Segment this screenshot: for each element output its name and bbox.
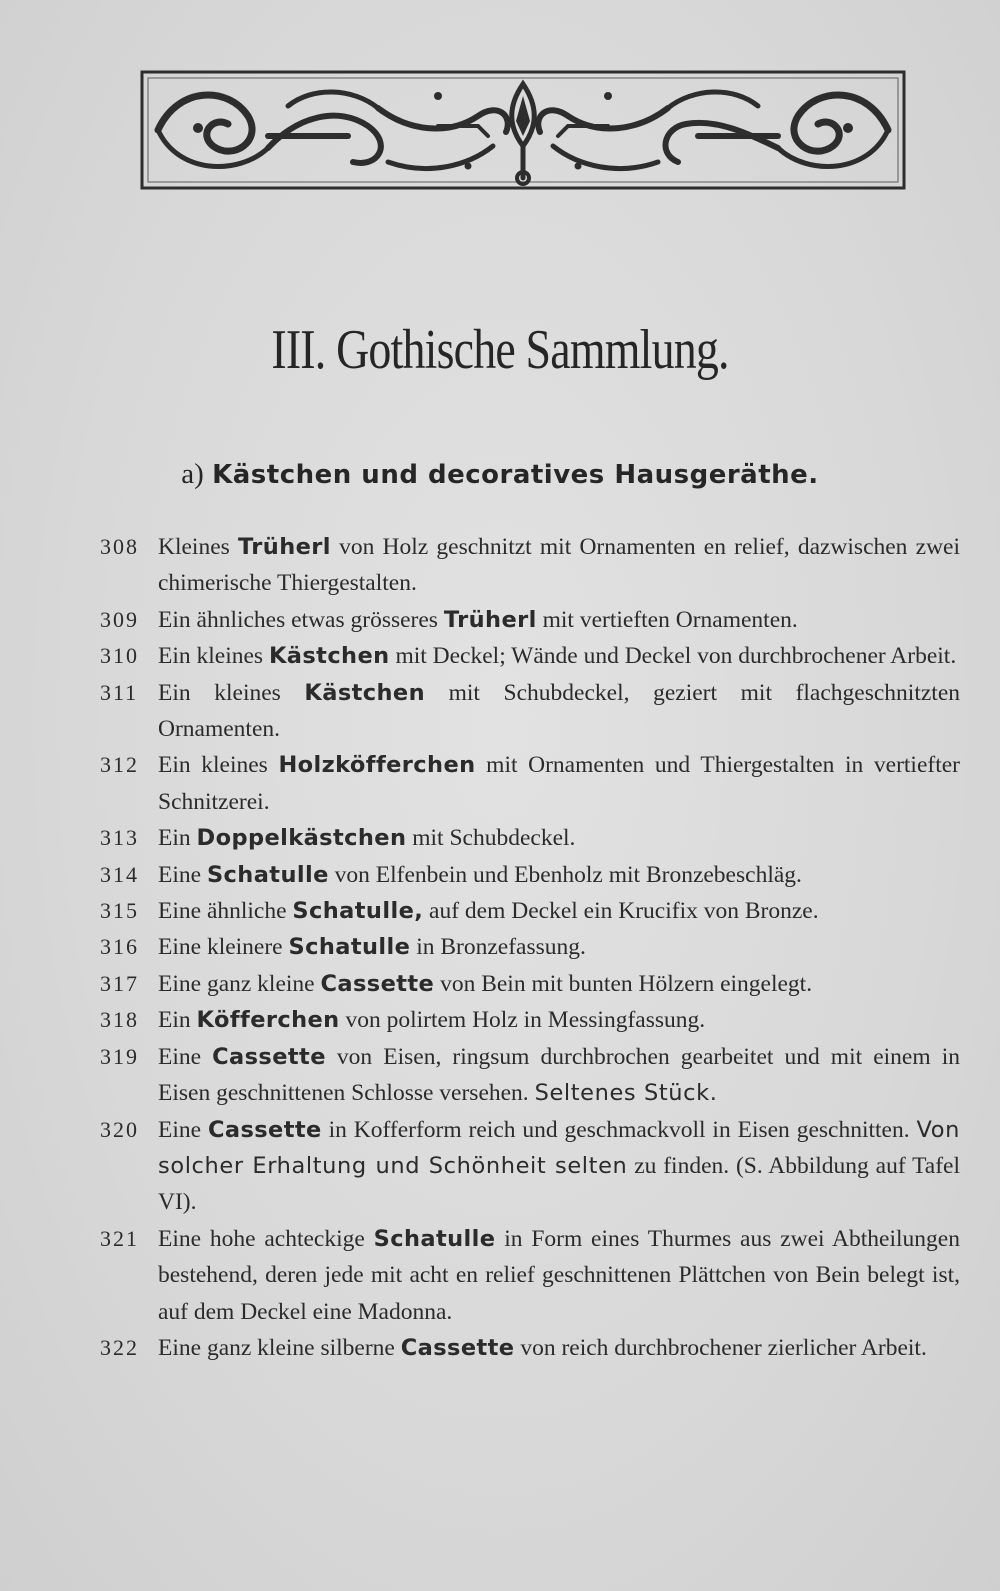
entry-number: 308 (100, 534, 139, 559)
entry-keyword: Cassette (207, 1116, 322, 1143)
catalogue-entry (100, 529, 960, 602)
entry-text: zu finden. (S. Abbildung auf Tafel VI). (158, 1152, 960, 1216)
entry-keyword: Kästchen (268, 643, 390, 670)
entry-text: Eine hohe achteckige (158, 1225, 374, 1252)
entry-keyword: Cassette (320, 970, 435, 997)
entry-number: 321 (100, 1225, 139, 1251)
subsection-heading (0, 458, 1000, 491)
subsection-title: Kästchen und decoratives Hausgeräthe. (212, 460, 819, 490)
entry-text: Kleines (158, 534, 238, 560)
entry-text: Eine (158, 1116, 208, 1143)
entry-text: mit Schubdeckel. (406, 825, 576, 852)
ornamental-header-band (138, 66, 908, 194)
catalogue-entry (100, 1221, 960, 1330)
entry-keyword: Schatulle, (292, 898, 424, 925)
catalogue-entry (100, 1039, 960, 1112)
entry-number: 312 (100, 752, 139, 778)
entry-text: mit Schubdeckel, geziert mit flachgeschnitzten Ornamenten. (158, 679, 960, 743)
entry-text: von Bein mit bunten Hölzern eingelegt. (434, 970, 813, 997)
entry-keyword: Holzköfferchen (278, 752, 476, 779)
entry-text: von Holz geschnitzt mit Ornamenten en relief, dazwischen zwei chimerische Thiergestalten. (158, 534, 960, 597)
catalogue-entry (100, 893, 960, 929)
entry-number: 320 (100, 1116, 139, 1142)
catalogue-entry (100, 638, 960, 674)
entry-text: Ein (158, 1007, 197, 1034)
catalogue-entry (100, 929, 960, 965)
entry-text: mit vertieften Ornamenten. (536, 606, 798, 633)
entry-text: von Eisen, ringsum durchbrochen gearbeitet und mit einem in Eisen geschnittenen Schlosse versehen. (158, 1043, 960, 1107)
entry-text: Ein kleines (158, 643, 269, 670)
entry-keyword: Schatulle (288, 934, 411, 961)
entry-text: Eine ganz kleine silberne (158, 1334, 401, 1361)
entry-number: 313 (100, 825, 139, 851)
catalogue-entry (100, 675, 960, 748)
entry-text: in Kofferform reich und geschmackvoll in Eisen geschnitten. (321, 1116, 917, 1143)
entry-emphasis: Seltenes Stück. (534, 1080, 718, 1107)
catalogue-entry (100, 602, 960, 638)
entry-number: 317 (100, 970, 139, 996)
catalogue-entry (100, 1002, 960, 1038)
entry-keyword: Trüherl (238, 534, 331, 560)
entry-number: 309 (100, 606, 139, 632)
entry-keyword: Schatulle (373, 1225, 496, 1252)
entry-keyword: Köfferchen (196, 1007, 340, 1034)
catalogue-entry (100, 966, 960, 1002)
entry-text: mit Ornamenten und Thiergestalten in vertiefter Schnitzerei. (158, 752, 960, 815)
entry-keyword: Schatulle (206, 861, 329, 888)
entry-text: Ein (158, 825, 197, 852)
entry-text: Eine (158, 1043, 213, 1070)
section-title: III. Gothische Sammlung. (271, 319, 729, 381)
entry-text: mit Deckel; Wände und Deckel von durchbrochener Arbeit. (389, 643, 957, 670)
entry-text: von reich durchbrochener zierlicher Arbeit. (514, 1334, 927, 1361)
entry-number: 316 (100, 934, 139, 960)
catalogue-entry (100, 857, 960, 893)
entry-keyword: Cassette (212, 1043, 326, 1070)
entry-text: auf dem Deckel ein Krucifix von Bronze. (423, 898, 819, 925)
entry-number: 315 (100, 898, 139, 924)
entry-text: von Elfenbein und Ebenholz mit Bronzebeschläg. (328, 861, 802, 888)
subsection-letter: a) (181, 458, 204, 490)
entry-text: Ein kleines (158, 752, 279, 779)
entry-text: Eine ganz kleine (158, 970, 321, 997)
catalogue-entries (100, 529, 960, 1366)
entry-text: in Form eines Thurmes aus zwei Abtheilungen bestehend, deren jede mit acht en relief geschnittenen Plättchen von Bein belegt ist, auf dem Deckel eine Madonna. (158, 1225, 960, 1325)
entry-text: von polirtem Holz in Messingfassung. (339, 1007, 706, 1034)
entry-number: 319 (100, 1043, 139, 1069)
entry-number: 311 (100, 679, 139, 705)
entry-number: 322 (100, 1334, 139, 1360)
entry-text: Ein ähnliches etwas grösseres (158, 606, 444, 633)
entry-text: Eine (158, 861, 207, 888)
entry-keyword: Doppelkästchen (196, 825, 407, 852)
entry-text: Eine ähnliche (158, 898, 293, 925)
entry-keyword: Cassette (400, 1334, 515, 1361)
catalogue-entry (100, 1112, 960, 1221)
entry-keyword: Kästchen (304, 679, 426, 706)
entry-text: Eine kleinere (158, 934, 289, 961)
catalogue-entry (100, 1330, 960, 1366)
entry-text: in Bronzefassung. (410, 934, 586, 961)
catalogue-entry (100, 747, 960, 820)
catalogue-entry (100, 820, 960, 856)
entry-keyword: Trüherl (443, 606, 537, 633)
entry-text: Ein kleines (158, 679, 305, 706)
entry-number: 310 (100, 643, 139, 669)
entry-number: 314 (100, 861, 139, 887)
entry-number: 318 (100, 1007, 139, 1033)
entry-emphasis: Von solcher Erhaltung und Schönheit selten (158, 1116, 960, 1179)
